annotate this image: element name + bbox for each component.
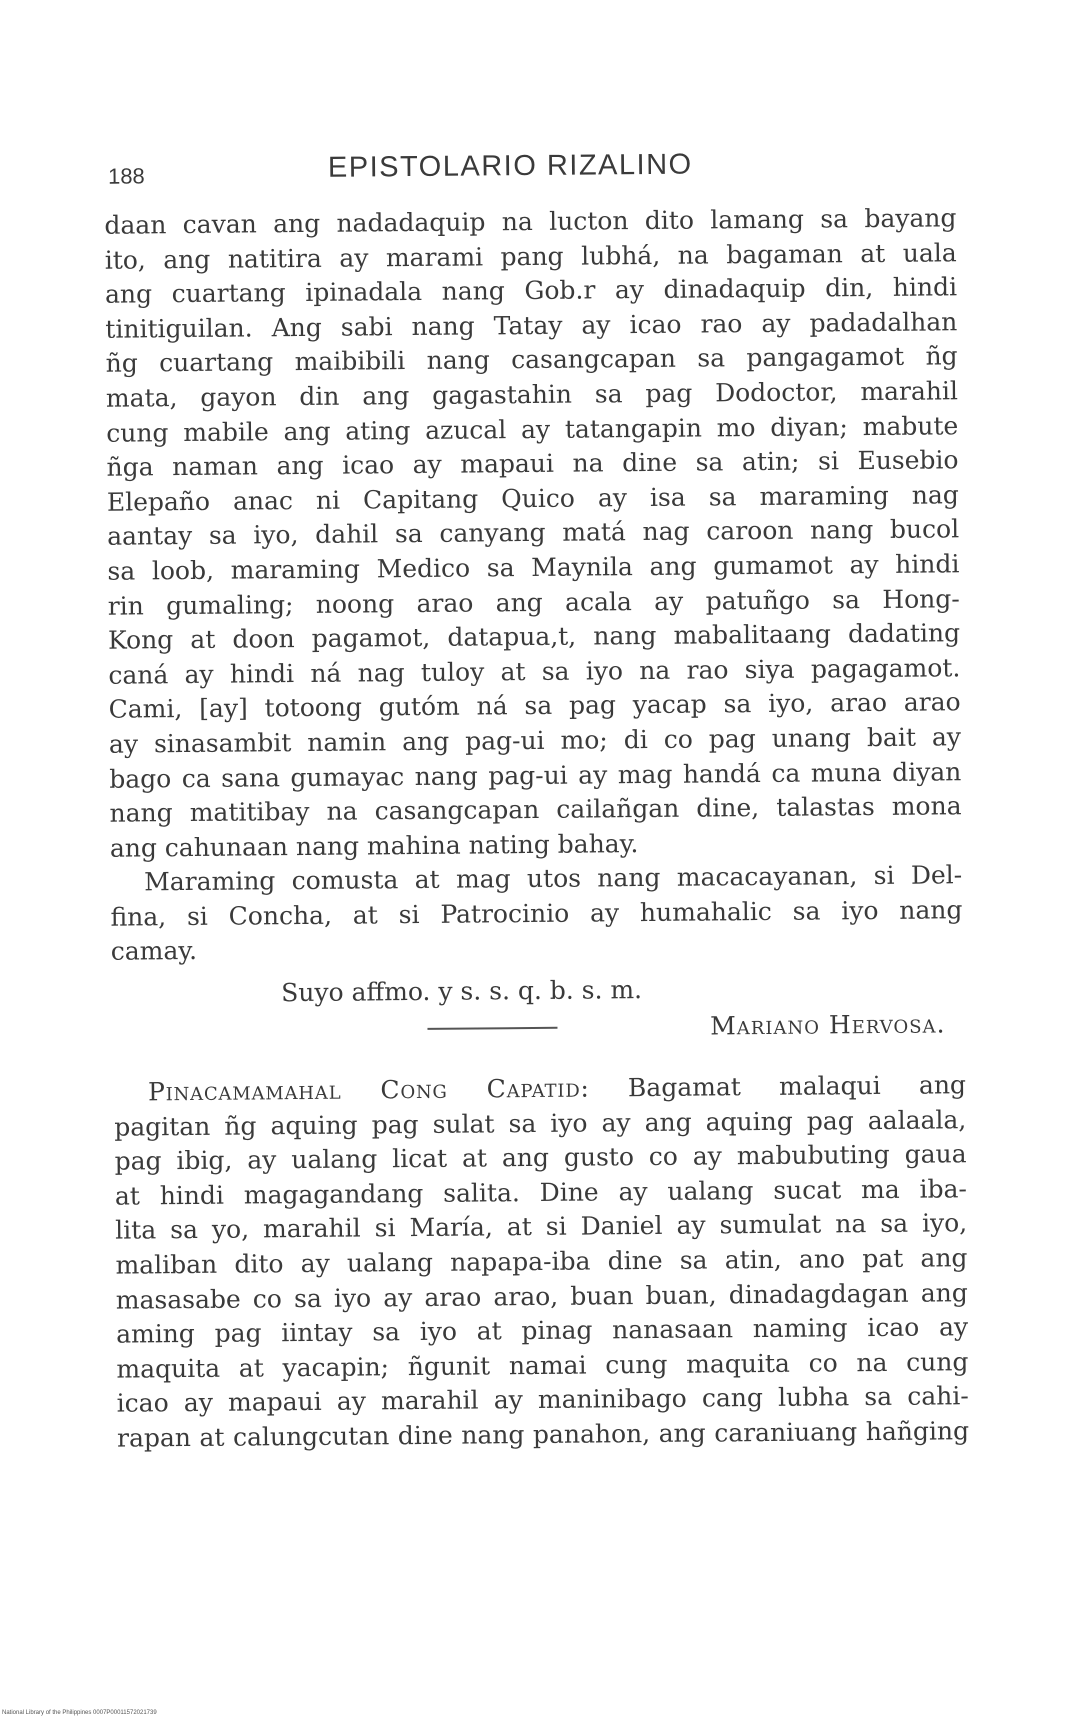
- page-number: 188: [107, 163, 145, 189]
- text-line: rapan at calungcutan dine nang panahon, ang caraniuang hañging: [116, 1416, 970, 1453]
- text-line: ito, ang natitira ay marami pang lubhá, na bagaman at uala: [104, 237, 957, 275]
- text-line: Cami, [ay] totoong gutóm ná sa pag yacap sa iyo, arao arao: [108, 687, 961, 725]
- letter-mariano-hervosa: [104, 201, 963, 1049]
- text-line: maliban dito ay ualang napapa-iba dine sa atin, ano pat ang: [115, 1243, 968, 1280]
- page-header: [108, 146, 948, 193]
- text-line: Kong at doon pagamot, datapua,t, nang mabalitaang dadating: [107, 618, 961, 655]
- salutation-continuation: Bagamat malaqui ang: [627, 1070, 967, 1103]
- letter-pinacamamahal: [114, 1068, 969, 1456]
- text-line: maquita at yacapin; ñgunit namai cung maquita co na cung: [116, 1346, 969, 1384]
- book-page: [101, 0, 968, 1722]
- text-line: masasabe co sa iyo ay arao arao, buan buan, dinadagdagan ang: [115, 1277, 968, 1315]
- text-line: cung mabile ang ating azucal ay tatangapin mo diyan; mabute: [106, 410, 959, 448]
- text-line: nang matitibay na casangcapan cailañgan dine, talastas mona: [109, 791, 962, 828]
- text-line: sa loob, maraming Medico sa Maynila ang gumamot ay hindi: [107, 549, 960, 586]
- text-line: ay sinasambit namin ang pag-ui mo; di co pag unang bait ay: [108, 722, 962, 759]
- text-line: caná ay hindi ná nag tuloy at sa iyo na rao siya pagagamot.: [108, 652, 961, 690]
- text-line: Elepaño anac ni Capitang Quico ay isa sa maraming nag: [106, 480, 959, 517]
- signature: Mariano Hervosa.: [710, 1009, 946, 1041]
- scan-stamp: National Library of the Philippines 0007P00011572021739: [2, 1710, 157, 1716]
- text-line: fina, si Concha, at si Patrocinio ay humahalic sa iyo nang: [110, 895, 963, 932]
- text-line: pagitan ñg aquing pag sulat sa iyo ay ang aquing pag aalaala,: [114, 1104, 967, 1142]
- text-line: mata, gayon din ang gagastahin sa pag Dodoctor, marahil: [105, 376, 959, 413]
- text-line: Maraming comusta at mag utos nang macacayanan, si Del-: [144, 860, 963, 897]
- text-line: aantay sa iyo, dahil sa canyang matá nag caroon nang bucol: [107, 514, 960, 552]
- letter-closing: Suyo affmo. y s. s. q. b. s. m.: [281, 975, 643, 1008]
- text-line: ang cuartang ipinadala nang Gob.r ay dinadaquip din, hindi: [104, 272, 958, 309]
- text-line: ang cahunaan nang mahina nating bahay.: [109, 828, 639, 863]
- text-line: ñg cuartang maibibili nang casangcapan sa pangagamot ñg: [105, 341, 958, 379]
- text-line: at hindi magagandang salita. Dine ay ualang sucat ma iba-: [114, 1174, 968, 1211]
- running-head: EPISTOLARIO RIZALINO: [327, 148, 693, 184]
- salutation: Pinacamamahal Cong Capatid:: [147, 1073, 590, 1107]
- text-line: camay.: [110, 936, 198, 967]
- text-line: aming pag iintay sa iyo at pinag nanasaan naming icao ay: [116, 1312, 969, 1349]
- text-line: ñga naman ang icao ay mapaui na dine sa atin; si Eusebio: [106, 445, 959, 482]
- text-line: tinitiguilan. Ang sabi nang Tatay ay icao rao ay padadalhan: [105, 307, 958, 344]
- text-line: pag ibig, ay ualang licat at ang gusto co ay mabubuting gaua: [114, 1139, 967, 1176]
- text-line: icao ay mapaui ay marahil ay maninibago cang lubha sa cahi-: [116, 1381, 969, 1419]
- text-line: rin gumaling; noong arao ang acala ay patuñgo sa Hong-: [107, 583, 960, 621]
- text-line: bago ca sana gumayac nang pag-ui ay mag handá ca muna diyan: [109, 756, 962, 794]
- text-line: lita sa yo, marahil si María, at si Daniel ay sumulat na sa iyo,: [115, 1208, 968, 1246]
- text-line: daan cavan ang nadadaquip na lucton dito lamang sa bayang: [104, 203, 957, 240]
